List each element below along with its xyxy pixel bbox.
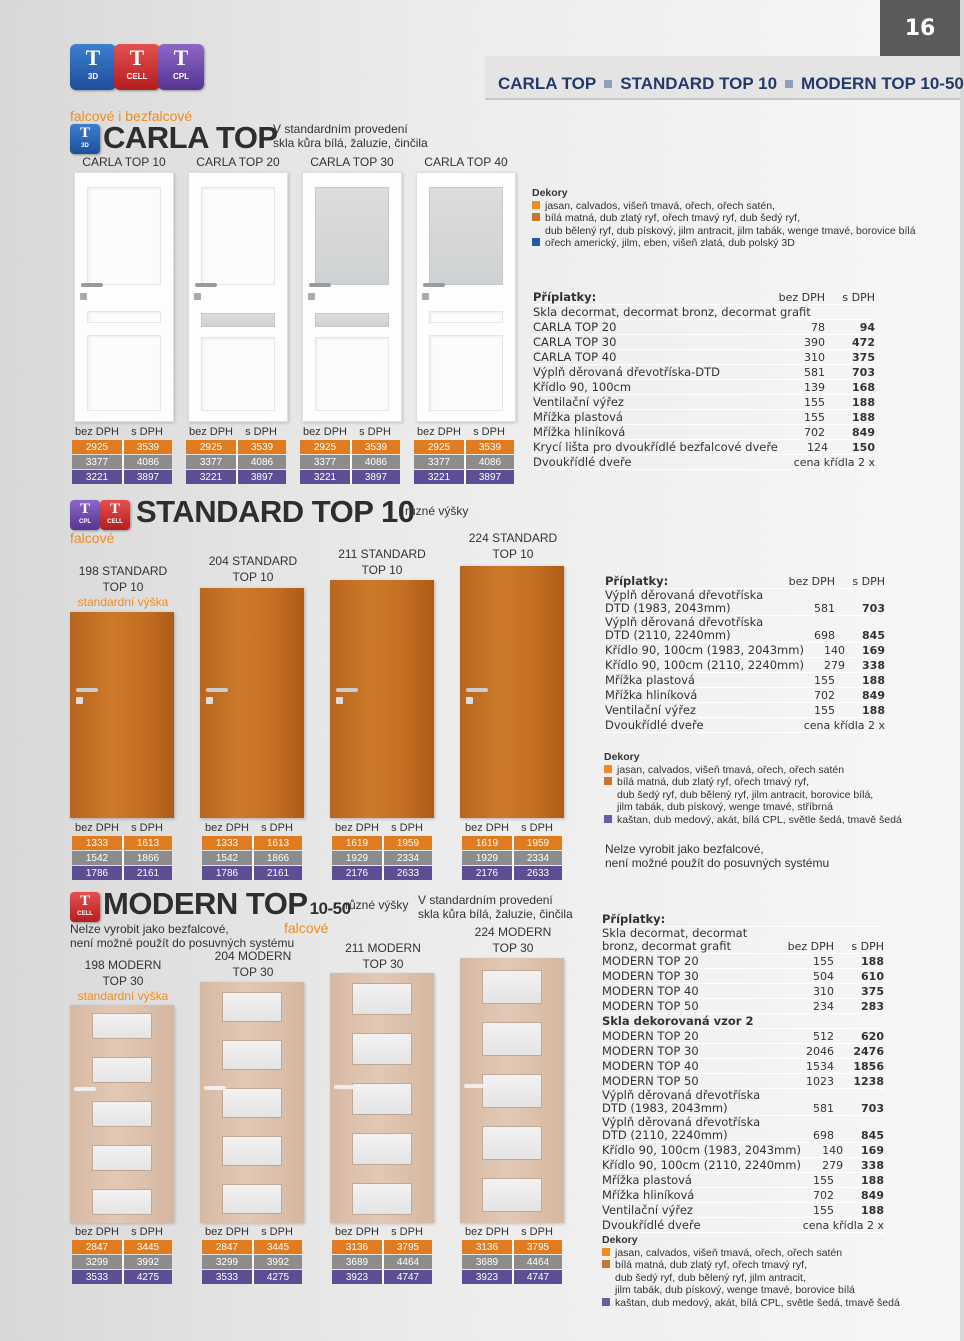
modern-model-label: 204 MODERN TOP 30: [214, 949, 292, 979]
logo-cell-icon: T CELL: [114, 44, 160, 90]
door-standard-204: [200, 588, 304, 818]
carla-tag: falcové i bezfalcové: [70, 108, 193, 124]
standard-tag: falcové: [70, 530, 115, 546]
door-standard-224: [460, 566, 564, 818]
logo-cpl-icon: T CPL: [158, 44, 204, 90]
modern-price-table: bez DPH s DPH 3136 3795 3689 4464 3923 4747: [462, 1224, 562, 1285]
door-standard-198: [70, 612, 174, 818]
door-modern-198: [70, 1005, 174, 1223]
modern-model-label: 211 MODERN TOP 30: [345, 941, 421, 971]
standard-price-table: bez DPH s DPH 1333 1613 1542 1866 1786 2161: [72, 820, 172, 881]
modern-price-table: bez DPH s DPH 3136 3795 3689 4464 3923 4747: [332, 1224, 432, 1285]
orange-square-icon: [604, 765, 612, 773]
standard-model-label: 211 STANDARD TOP 10: [338, 547, 426, 577]
page-number: 16: [880, 0, 960, 56]
carla-model-label: CARLA TOP 30: [310, 155, 394, 169]
door-carla-top-20: [188, 172, 288, 422]
modern-dekory: Dekory jasan, calvados, višeň tmavá, ořech, ořech satén bílá matná, dub zlatý ryf, ořech tmavý ryf, dub šedý ryf, dub bělený ryf, jilm antracit, jilm tabák, dub pískový, wenge tmavé, borovice bílá kaštan, dub medový, akát, bílá CPL, světle šedá, tmavě šedá: [602, 1234, 900, 1309]
standard-price-table: bez DPH s DPH 1333 1613 1542 1866 1786 2161: [202, 820, 302, 881]
carla-glass-note: V standardním provedení skla kůra bílá, žaluzie, činčila: [273, 122, 428, 150]
carla-price-table: bez DPH s DPH 2925 3539 3377 4086 3221 3897: [414, 424, 514, 485]
modern-note: Nelze vyrobit jako bezfalcové, není možné použít do posuvných systému: [70, 922, 295, 950]
standard-model-label: 224 STANDARD TOP 10: [468, 531, 558, 561]
modern-glass-note: V standardním provedení skla kůra bílá, žaluzie, činčila: [418, 893, 573, 921]
carla-model-label: CARLA TOP 40: [424, 155, 508, 169]
square-separator-icon: [604, 80, 612, 88]
carla-price-table: bez DPH s DPH 2925 3539 3377 4086 3221 3897: [186, 424, 286, 485]
door-carla-top-40: [416, 172, 516, 422]
modern-model-label: 224 MODERN TOP 30: [474, 925, 552, 955]
modern-title: MODERN TOP 10-50: [103, 886, 351, 921]
brown-square-icon: [532, 213, 540, 221]
door-carla-top-10: [74, 172, 174, 422]
blue-square-icon: [532, 238, 540, 246]
modern-surcharges: Příplatky: Skla decormat, decormat bronz, decormat grafit bez DPH s DPH MODERN TOP 20 155 188 MODERN TOP 30 504 610 MODERN TOP 40 310 375 MODERN TOP 50 234 283 Skla dekorovaná vzor 2 MODERN TOP 20 512 620 MODERN TOP 30 2046 2476 MODERN TOP 40 1534 1856 MODERN TOP 50 1023 1238 Výplň děrovaná dřevotříska DTD (1983, 2043mm) 581 703 Výplň děrovaná dřevotříska DTD (2110, 2240mm) 698 845 Křídlo 90, 100cm (1983, 2043mm) 140 169 Křídlo 90, 100cm (2110, 2240mm) 279 338 Mřížka plastová 155 188 Mřížka hliníková 702 849 Ventilační výřez 155 188 Dvoukřídlé dveře cena křídla 2 x: [602, 912, 884, 1232]
carla-price-table: bez DPH s DPH 2925 3539 3377 4086 3221 3897: [72, 424, 172, 485]
door-standard-211: [330, 580, 434, 818]
carla-dekory: Dekory jasan, calvados, višeň tmavá, ořech, ořech satén, bílá matná, dub zlatý ryf, ořech tmavý ryf, dub šedý ryf, dub bělený ryf, dub pískový, jilm antracit, jilm tabák, wenge tmavé, borovice bílá ořech americký, jilm, eben, višeň zlatá, dub polský 3D: [532, 187, 916, 249]
square-separator-icon: [785, 80, 793, 88]
header-part-modern: MODERN TOP 10-50: [801, 74, 964, 93]
orange-square-icon: [532, 201, 540, 209]
modern-tag: falcové: [284, 920, 329, 936]
modern-heights: různé výšky: [345, 898, 409, 912]
standard-model-label: 198 STANDARD TOP 10 standardní výška: [77, 564, 169, 609]
carla-model-label: CARLA TOP 20: [196, 155, 280, 169]
modern-model-label: 198 MODERN TOP 30 standardní výška: [77, 958, 169, 1003]
door-modern-211: [330, 973, 434, 1223]
header-title: [498, 74, 964, 94]
carla-price-table: bez DPH s DPH 2925 3539 3377 4086 3221 3897: [300, 424, 400, 485]
standard-price-table: bez DPH s DPH 1619 1959 1929 2334 2176 2633: [462, 820, 562, 881]
violet-square-icon: [602, 1298, 610, 1306]
logo-cell-small-icon: T CELL: [100, 500, 130, 530]
modern-price-table: bez DPH s DPH 2847 3445 3299 3992 3533 4275: [202, 1224, 302, 1285]
header-part-carla: CARLA TOP: [498, 74, 597, 93]
door-modern-204: [200, 982, 304, 1223]
standard-surcharges: Příplatky: bez DPH s DPH Výplň děrovaná dřevotříska DTD (1983, 2043mm) 581 703 Výplň děrovaná dřevotříska DTD (2110, 2240mm) 698 845 Křídlo 90, 100cm (1983, 2043mm) 140 169 Křídlo 90, 100cm (2110, 2240mm) 279 338 Mřížka plastová 155 188 Mřížka hliníková 702 849 Ventilační výřez 155 188 Dvoukřídlé dveře cena křídla 2 x: [605, 574, 885, 732]
brown-square-icon: [602, 1260, 610, 1268]
logo-3d-small-icon: T 3D: [70, 124, 100, 154]
standard-title: STANDARD TOP 10: [136, 494, 415, 529]
carla-model-label: CARLA TOP 10: [82, 155, 166, 169]
logo-cell-small-icon: T CELL: [70, 892, 100, 922]
door-carla-top-30: [302, 172, 402, 422]
orange-square-icon: [602, 1248, 610, 1256]
standard-heights: různé výšky: [405, 504, 469, 518]
standard-price-table: bez DPH s DPH 1619 1959 1929 2334 2176 2633: [332, 820, 432, 881]
violet-square-icon: [604, 815, 612, 823]
header-part-standard: STANDARD TOP 10: [620, 74, 778, 93]
brown-square-icon: [604, 777, 612, 785]
logo-cpl-small-icon: T CPL: [70, 500, 100, 530]
logo-3d-icon: T 3D: [70, 44, 116, 90]
standard-model-label: 204 STANDARD TOP 10: [208, 554, 298, 584]
standard-dekory: Dekory jasan, calvados, višeň tmavá, ořech, ořech satén bílá matná, dub zlatý ryf, ořech tmavý ryf, dub šedý ryf, dub bělený ryf, jilm antracit, borovice bílá, jilm tabák, dub pískový, wenge tmavé, stříbrná kaštan, dub medový, akát, bílá CPL, světle šedá, tmavě šedá: [604, 751, 902, 826]
carla-title: CARLA TOP: [103, 120, 278, 155]
modern-price-table: bez DPH s DPH 2847 3445 3299 3992 3533 4275: [72, 1224, 172, 1285]
standard-note: Nelze vyrobit jako bezfalcové, není možné použít do posuvných systému: [605, 842, 830, 870]
carla-surcharges: Příplatky: bez DPH s DPH Skla decormat, decormat bronz, decormat grafit CARLA TOP 20 78 94 CARLA TOP 30 390 472 CARLA TOP 40 310 375 Výplň děrovaná dřevotříska-DTD 581 703 Křídlo 90, 100cm 139 168 Ventilační výřez 155 188 Mřížka plastová 155 188 Mřížka hliníková 702 849 Krycí lišta pro dvoukřídlé bezfalcové dveře 124 150 Dvoukřídlé dveře cena křídla 2 x: [533, 290, 875, 469]
door-modern-224: [460, 958, 564, 1223]
